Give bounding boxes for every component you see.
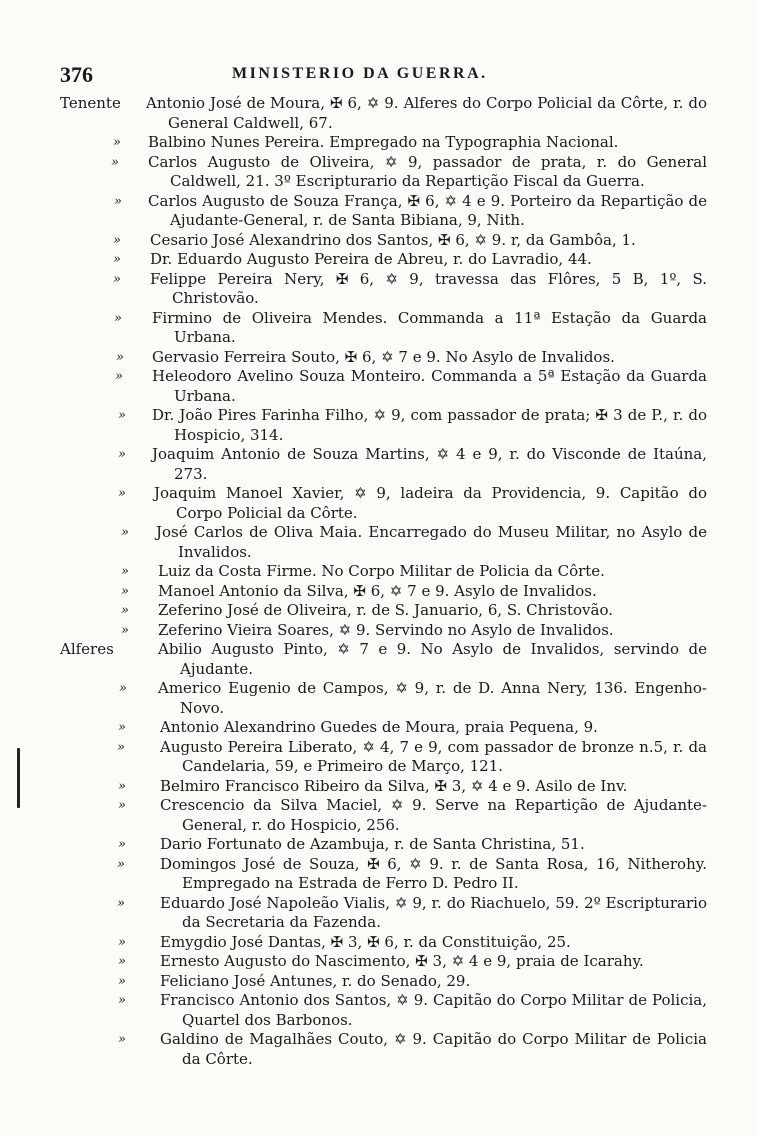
- ditto-mark: »: [115, 369, 123, 384]
- ditto-mark: »: [121, 622, 129, 638]
- entry-text: Manoel Antonio da Silva, ✠ 6, ✡ 7 e 9. Asylo de Invalidos.: [158, 581, 597, 600]
- rank-label: Alferes: [60, 640, 114, 658]
- entry-text: Ernesto Augusto do Nascimento, ✠ 3, ✡ 4 e 9, praia de Icarahy.: [160, 952, 644, 970]
- entry-text: Carlos Augusto de Oliveira, ✡ 9, passador de prata, r. do General Caldwell, 21. 3º Escripturario da Repartição Fiscal da Guerra.: [148, 152, 707, 190]
- ditto-mark: »: [117, 895, 125, 911]
- entry: [0, 445, 757, 484]
- ditto-mark: »: [118, 1032, 126, 1047]
- entry-text: Zeferino Vieira Soares, ✡ 9. Servindo no Asylo de Invalidos.: [158, 620, 614, 639]
- ditto-mark: »: [121, 564, 129, 579]
- entry: [0, 582, 757, 602]
- entry-text: Feliciano José Antunes, r. do Senado, 29.: [160, 971, 471, 990]
- entry: [0, 94, 757, 133]
- entry: [0, 796, 757, 835]
- entry-text: Felippe Pereira Nery, ✠ 6, ✡ 9, travessa das Flôres, 5 B, 1º, S. Christovão.: [150, 269, 707, 307]
- ditto-mark: »: [119, 681, 127, 696]
- ditto-mark: »: [114, 310, 122, 326]
- ditto-mark: »: [118, 993, 126, 1008]
- entry-text: Firmino de Oliveira Mendes. Commanda a 11ª Estação da Guarda Urbana.: [152, 308, 707, 346]
- entry: [0, 952, 757, 972]
- ditto-mark: »: [113, 252, 121, 267]
- entry-text: Americo Eugenio de Campos, ✡ 9, r. de D. Anna Nery, 136. Engenho-Novo.: [158, 679, 707, 717]
- entry-text: Francisco Antonio dos Santos, ✡ 9. Capitão do Corpo Militar de Policia, Quartel dos Barbonos.: [160, 991, 707, 1029]
- ditto-mark: »: [114, 193, 122, 209]
- entry: [0, 250, 757, 270]
- entry: [0, 718, 757, 738]
- ditto-mark: »: [118, 447, 126, 462]
- entry-text: Abilio Augusto Pinto, ✡ 7 e 9. No Asylo de Invalidos, servindo de Ajudante.: [158, 640, 707, 678]
- entry-text: Domingos José de Souza, ✠ 6, ✡ 9. r. de Santa Rosa, 16, Nitherohy. Empregado na Estrada de Ferro D. Pedro II.: [160, 854, 707, 892]
- entry: [0, 640, 757, 679]
- entry: [0, 972, 757, 992]
- entry: [0, 777, 757, 797]
- entry: [0, 933, 757, 953]
- entry: [0, 523, 757, 562]
- entry-text: Heleodoro Avelino Souza Monteiro. Commanda a 5ª Estação da Guarda Urbana.: [152, 367, 707, 405]
- entry: [0, 231, 757, 251]
- ditto-mark: »: [116, 349, 124, 365]
- entry: [0, 679, 757, 718]
- entry-text: Dr. Eduardo Augusto Pereira de Abreu, r. do Lavradio, 44.: [150, 250, 592, 268]
- entry: [0, 484, 757, 523]
- ditto-mark: »: [121, 525, 129, 540]
- entry: [0, 270, 757, 309]
- ditto-mark: »: [118, 954, 126, 969]
- entry: [0, 367, 757, 406]
- ditto-mark: »: [121, 583, 129, 599]
- entry-text: Emygdio José Dantas, ✠ 3, ✠ 6, r. da Constituição, 25.: [160, 932, 571, 951]
- entry: [0, 348, 757, 368]
- margin-mark: [17, 748, 20, 808]
- ditto-mark: »: [118, 486, 126, 501]
- entry-text: Balbino Nunes Pereira. Empregado na Typographia Nacional.: [148, 133, 619, 151]
- entry: [0, 192, 757, 231]
- rank-label: Tenente: [60, 94, 121, 112]
- entry-text: Cesario José Alexandrino dos Santos, ✠ 6, ✡ 9. r, da Gambôa, 1.: [150, 230, 636, 249]
- entry-text: Dr. João Pires Farinha Filho, ✡ 9, com passador de prata; ✠ 3 de P., r. do Hospicio, 314.: [152, 406, 707, 444]
- entry: [0, 601, 757, 621]
- ditto-mark: »: [118, 798, 126, 813]
- ditto-mark: »: [113, 135, 121, 150]
- entry-text: Joaquim Manoel Xavier, ✡ 9, ladeira da Providencia, 9. Capitão do Corpo Policial da Côrte.: [154, 484, 707, 522]
- entry: [0, 1030, 757, 1069]
- entry: [0, 562, 757, 582]
- entry: [0, 835, 757, 855]
- entry: [0, 855, 757, 894]
- ditto-mark: »: [118, 837, 126, 852]
- entry-text: Dario Fortunato de Azambuja, r. de Santa Christina, 51.: [160, 835, 585, 853]
- ditto-mark: »: [118, 778, 126, 794]
- entry-text: Eduardo José Napoleão Vialis, ✡ 9, r. do Riachuelo, 59. 2º Escripturario da Secretaria da Fazenda.: [160, 893, 707, 931]
- entry-text: Belmiro Francisco Ribeiro da Silva, ✠ 3, ✡ 4 e 9. Asilo de Inv.: [160, 776, 628, 795]
- ditto-mark: »: [111, 154, 119, 170]
- ditto-mark: »: [118, 720, 126, 735]
- ditto-mark: »: [113, 271, 121, 287]
- ditto-mark: »: [118, 973, 126, 989]
- page-number: 376: [60, 62, 93, 87]
- ditto-mark: »: [121, 603, 129, 618]
- entry: [0, 153, 757, 192]
- entry-text: Antonio Alexandrino Guedes de Moura, praia Pequena, 9.: [160, 718, 598, 736]
- entry: [0, 621, 757, 641]
- entry-text: Gervasio Ferreira Souto, ✠ 6, ✡ 7 e 9. No Asylo de Invalidos.: [152, 347, 615, 366]
- entry: [0, 133, 757, 153]
- entry-text: Zeferino José de Oliveira, r. de S. Januario, 6, S. Christovão.: [158, 601, 613, 619]
- entry-text: Joaquim Antonio de Souza Martins, ✡ 4 e 9, r. do Visconde de Itaúna, 273.: [152, 445, 707, 483]
- ditto-mark: »: [117, 739, 125, 755]
- entry-text: Augusto Pereira Liberato, ✡ 4, 7 e 9, com passador de bronze n.5, r. da Candelaria, 59, e Primeiro de Março, 121.: [160, 737, 707, 775]
- ditto-mark: »: [117, 856, 125, 872]
- entry-text: Antonio José de Moura, ✠ 6, ✡ 9. Alferes do Corpo Policial da Côrte, r. do General Caldwell, 67.: [146, 94, 707, 132]
- entry: [0, 991, 757, 1030]
- entry-text: Carlos Augusto de Souza França, ✠ 6, ✡ 4 e 9. Porteiro da Repartição de Ajudante-General, r. de Santa Bibiana, 9, Nith.: [148, 191, 707, 229]
- entry-text: José Carlos de Oliva Maia. Encarregado do Museu Militar, no Asylo de Invalidos.: [156, 523, 707, 561]
- ditto-mark: »: [113, 232, 121, 248]
- entry: [0, 894, 757, 933]
- entry: [0, 406, 757, 445]
- ditto-mark: »: [118, 408, 126, 423]
- entry-text: Luiz da Costa Firme. No Corpo Militar de Policia da Côrte.: [158, 562, 605, 580]
- running-title: MINISTERIO DA GUERRA.: [232, 65, 488, 82]
- entry-text: Galdino de Magalhães Couto, ✡ 9. Capitão do Corpo Militar de Policia da Côrte.: [160, 1030, 707, 1068]
- entry: [0, 738, 757, 777]
- page-header: [0, 62, 757, 90]
- entry-text: Crescencio da Silva Maciel, ✡ 9. Serve na Repartição de Ajudante-General, r. do Hospicio, 256.: [160, 796, 707, 834]
- entry: [0, 309, 757, 348]
- ditto-mark: »: [118, 934, 126, 950]
